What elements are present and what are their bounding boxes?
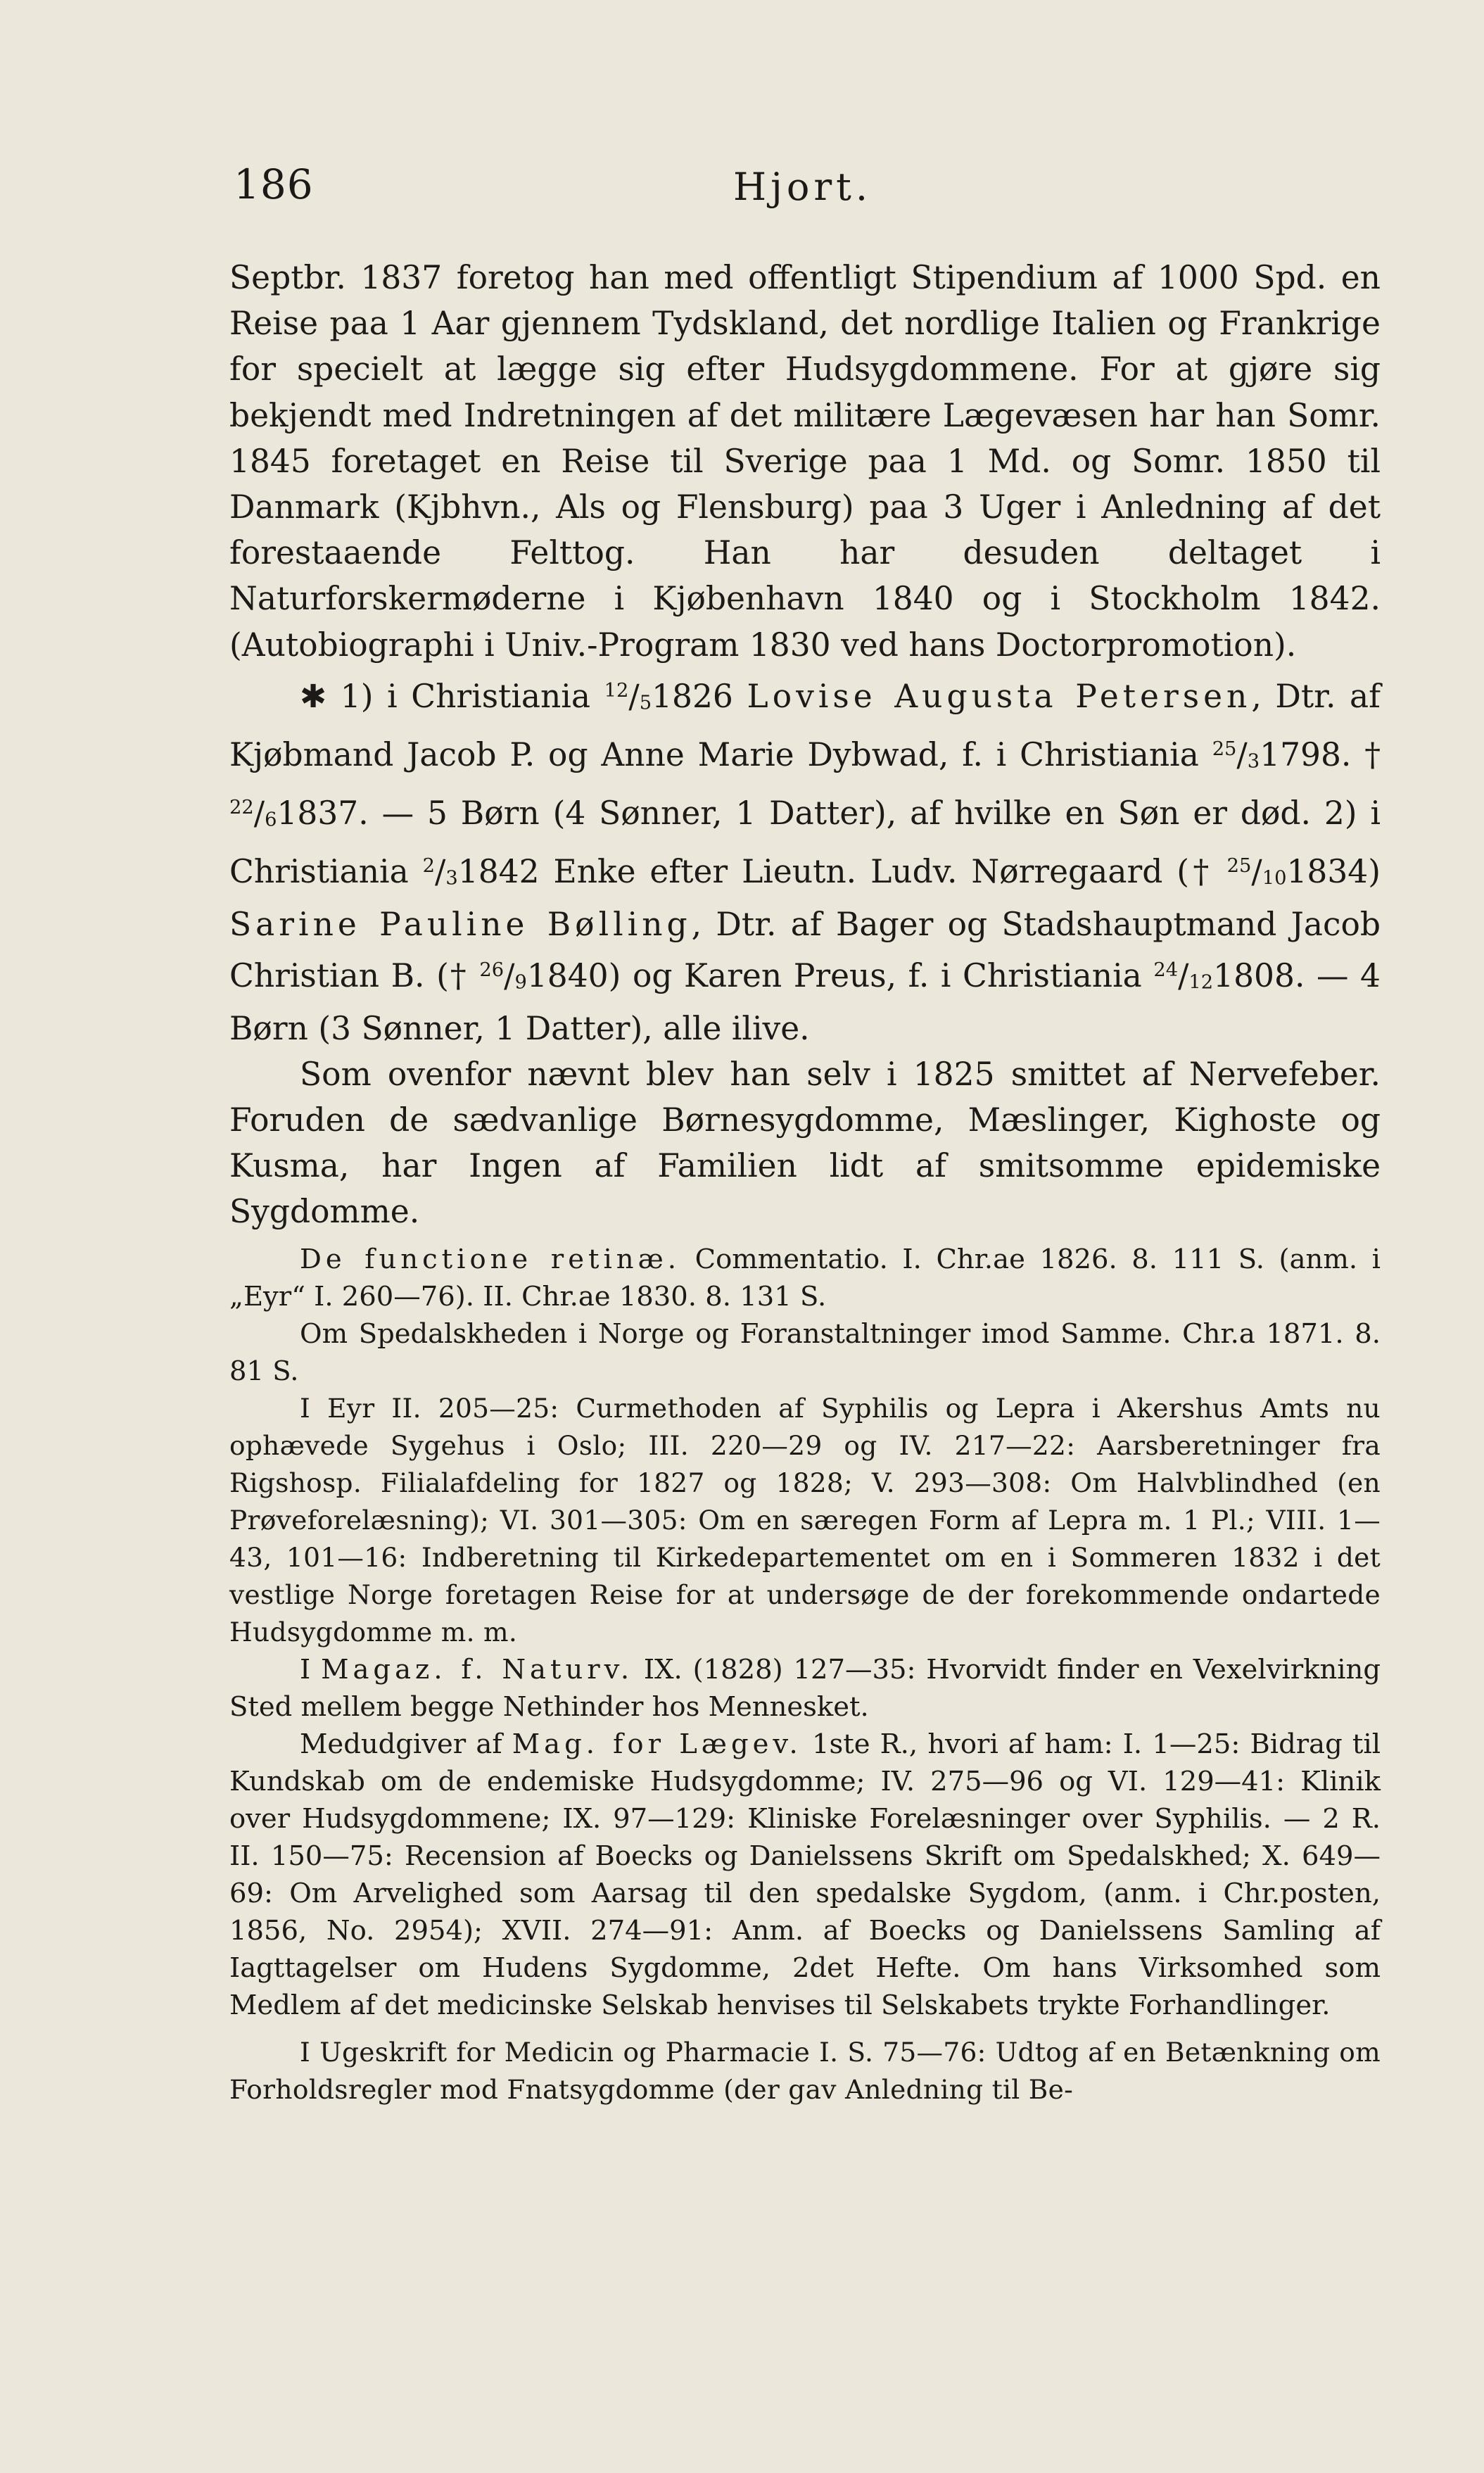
date-numerator: 24 xyxy=(1153,959,1179,981)
text-run: 1840) og Karen Preus, f. i Christiania xyxy=(526,956,1154,994)
page-number: 186 xyxy=(234,160,314,208)
text-run: 1ste R., hvori af ham: I. 1—25: Bidrag til Kundskab om de endemiske Hudsygdomme; IV. 275—96 og VI. 129—41: Klinik over Hudsygdommene; IX. 97—129: Kliniske Forelæsninger over Syphilis. — 2 R. II. 150—75: Recension af Boecks og Danielssens Skrift om Spedalskhed; X. 649—69: Om Arvelighed som Aarsag til den spedalske Sygdom, (anm. i Chr.posten, 1856, No. 2954); XVII. 274—91: Anm. af Boecks og Danielssens Samling af Iagttagelser om Hudens Sygdomme, 2det Hefte. Om hans Virksomhed som Medlem af det medicinske Selskab henvises til Selskabets trykte Forhandlinger. xyxy=(229,1728,1381,2021)
marriage-paragraph: ✱ 1) i Christiania $^{12}$/51826 Lovise Augusta Petersen, Dtr. af Kjøbmand Jacob P. og Anne Marie Dybwad, f. i Christiania $^{25}$/31798. † $^{22}$/61837. — 5 Børn (4 Sønner, 1 Datter), af hvilke en Søn er død. 2) i Christiania $^2$/31842 Enke efter Lieutn. Ludv. Nørregaard († $^{25}$/101834) Sarine Pauline Bølling, Dtr. af Bager og Stadshauptmand Jacob Christian B. († $^{26}$/91840) og Karen Preus, f. i Christiania $^{24}$/121808. — 4 Børn (3 Sønner, 1 Datter), alle ilive. xyxy=(229,677,1381,1047)
text-run: 1837. — 5 Børn (4 Sønner, 1 Datter), af hvilke en Søn er død. 2) i Christiania xyxy=(229,794,1381,890)
date-numerator: 25 xyxy=(1212,738,1237,760)
date-numerator: 12 xyxy=(604,679,629,702)
text-run: 1826 xyxy=(652,677,747,715)
date-numerator: 2 xyxy=(422,854,436,877)
text-run: 1798. † xyxy=(1260,735,1381,773)
date-denominator: 3 xyxy=(1247,750,1260,773)
body-text xyxy=(229,255,1381,2108)
date-denominator: 12 xyxy=(1188,971,1214,994)
running-head: Hjort. xyxy=(733,165,873,209)
date-denominator: 9 xyxy=(514,971,527,994)
page-header xyxy=(234,160,1388,217)
journal-title: Mag. for Lægev. xyxy=(512,1728,802,1760)
date-denominator: 3 xyxy=(445,867,458,890)
work-title: De functione retinæ. xyxy=(300,1243,681,1275)
text-run: 1808. — 4 Børn (3 Sønner, 1 Datter), alle ilive. xyxy=(229,956,1381,1047)
text-run: 1834) xyxy=(1286,852,1381,890)
bibliography-entry-6: I Ugeskrift for Medicin og Pharmacie I. S. 75—76: Udtog af en Betænkning om Forholdsregler mod Fnatsygdomme (der gav Anledning til Be- xyxy=(229,2036,1381,2105)
text-run: Commentatio. I. Chr.ae 1826. 8. 111 S. (anm. i „Eyr“ I. 260—76). II. Chr.ae 1830. 8. 131 S. xyxy=(229,1243,1381,1313)
date-numerator: 26 xyxy=(479,959,505,981)
date-denominator: 10 xyxy=(1262,867,1287,890)
spacer xyxy=(229,1235,1381,1241)
spouse-name-2: Sarine Pauline Bølling xyxy=(229,905,692,943)
spacer xyxy=(229,2024,1381,2034)
bibliography-entry-5 xyxy=(229,1726,1381,2024)
date-numerator: 22 xyxy=(229,796,254,818)
bibliography-entry-4 xyxy=(229,1651,1381,1726)
bibliography-entry-2: Om Spedalskheden i Norge og Foranstaltninger imod Samme. Chr.a 1871. 8. 81 S. xyxy=(229,1317,1381,1387)
health-paragraph: Som ovenfor nævnt blev han selv i 1825 smittet af Nervefeber. Foruden de sædvanlige Børnesygdomme, Mæslinger, Kighoste og Kusma, har Ingen af Familien lidt af smitsomme epidemiske Sygdomme. xyxy=(229,1055,1381,1231)
text-run: 1842 Enke efter Lieutn. Ludv. Nørregaard († xyxy=(457,852,1227,890)
text-run: IX. (1828) 127—35: Hvorvidt finder en Vexelvirkning Sted mellem begge Nethinder hos Mennesket. xyxy=(229,1653,1381,1723)
text-run: , Dtr. af Kjøbmand Jacob P. og Anne Marie Dybwad, f. i Christiania xyxy=(229,677,1381,773)
date-denominator: 6 xyxy=(265,809,277,831)
bibliography-entry-3: I Eyr II. 205—25: Curmethoden af Syphilis og Lepra i Akershus Amts nu ophævede Sygehus i Oslo; III. 220—29 og IV. 217—22: Aarsberetninger fra Rigshosp. Filialafdeling for 1827 og 1828; V. 293—308: Om Halvblindhed (en Prøveforelæsning); VI. 301—305: Om en særegen Form af Lepra m. 1 Pl.; VIII. 1—43, 101—16: Indberetning til Kirkedepartementet om en i Sommeren 1832 i det vestlige Norge foretagen Reise for at undersøge de der forekommende ondartede Hudsygdomme m. m. xyxy=(229,1392,1381,1647)
text-run: Medudgiver af xyxy=(300,1728,512,1760)
date-numerator: 25 xyxy=(1226,854,1252,877)
spouse-name-1: Lovise Augusta Petersen xyxy=(747,677,1252,715)
journal-title: Magaz. f. Naturv. xyxy=(321,1653,634,1685)
text-run: ✱ 1) i Christiania xyxy=(300,677,604,715)
biography-paragraph: Septbr. 1837 foretog han med offentligt Stipendium af 1000 Spd. en Reise paa 1 Aar gjennem Tydskland, det nordlige Italien og Frankrige for specielt at lægge sig efter Hudsygdommene. For at gjøre sig bekjendt med Indretningen af det militære Lægevæsen har han Somr. 1845 foretaget en Reise til Sverige paa 1 Md. og Somr. 1850 til Danmark (Kjbhvn., Als og Flensburg) paa 3 Uger i Anledning af det forestaaende Felttog. Han har desuden deltaget i Naturforskermøderne i Kjøbenhavn 1840 og i Stockholm 1842. (Autobiographi i Univ.-Program 1830 ved hans Doctorpromotion). xyxy=(229,259,1381,664)
text-run: I xyxy=(300,1653,322,1685)
bibliography-entry-1 xyxy=(229,1241,1381,1315)
text-run: , Dtr. af Bager og Stadshauptmand Jacob Christian B. († xyxy=(229,905,1381,994)
date-denominator: 5 xyxy=(639,692,652,714)
